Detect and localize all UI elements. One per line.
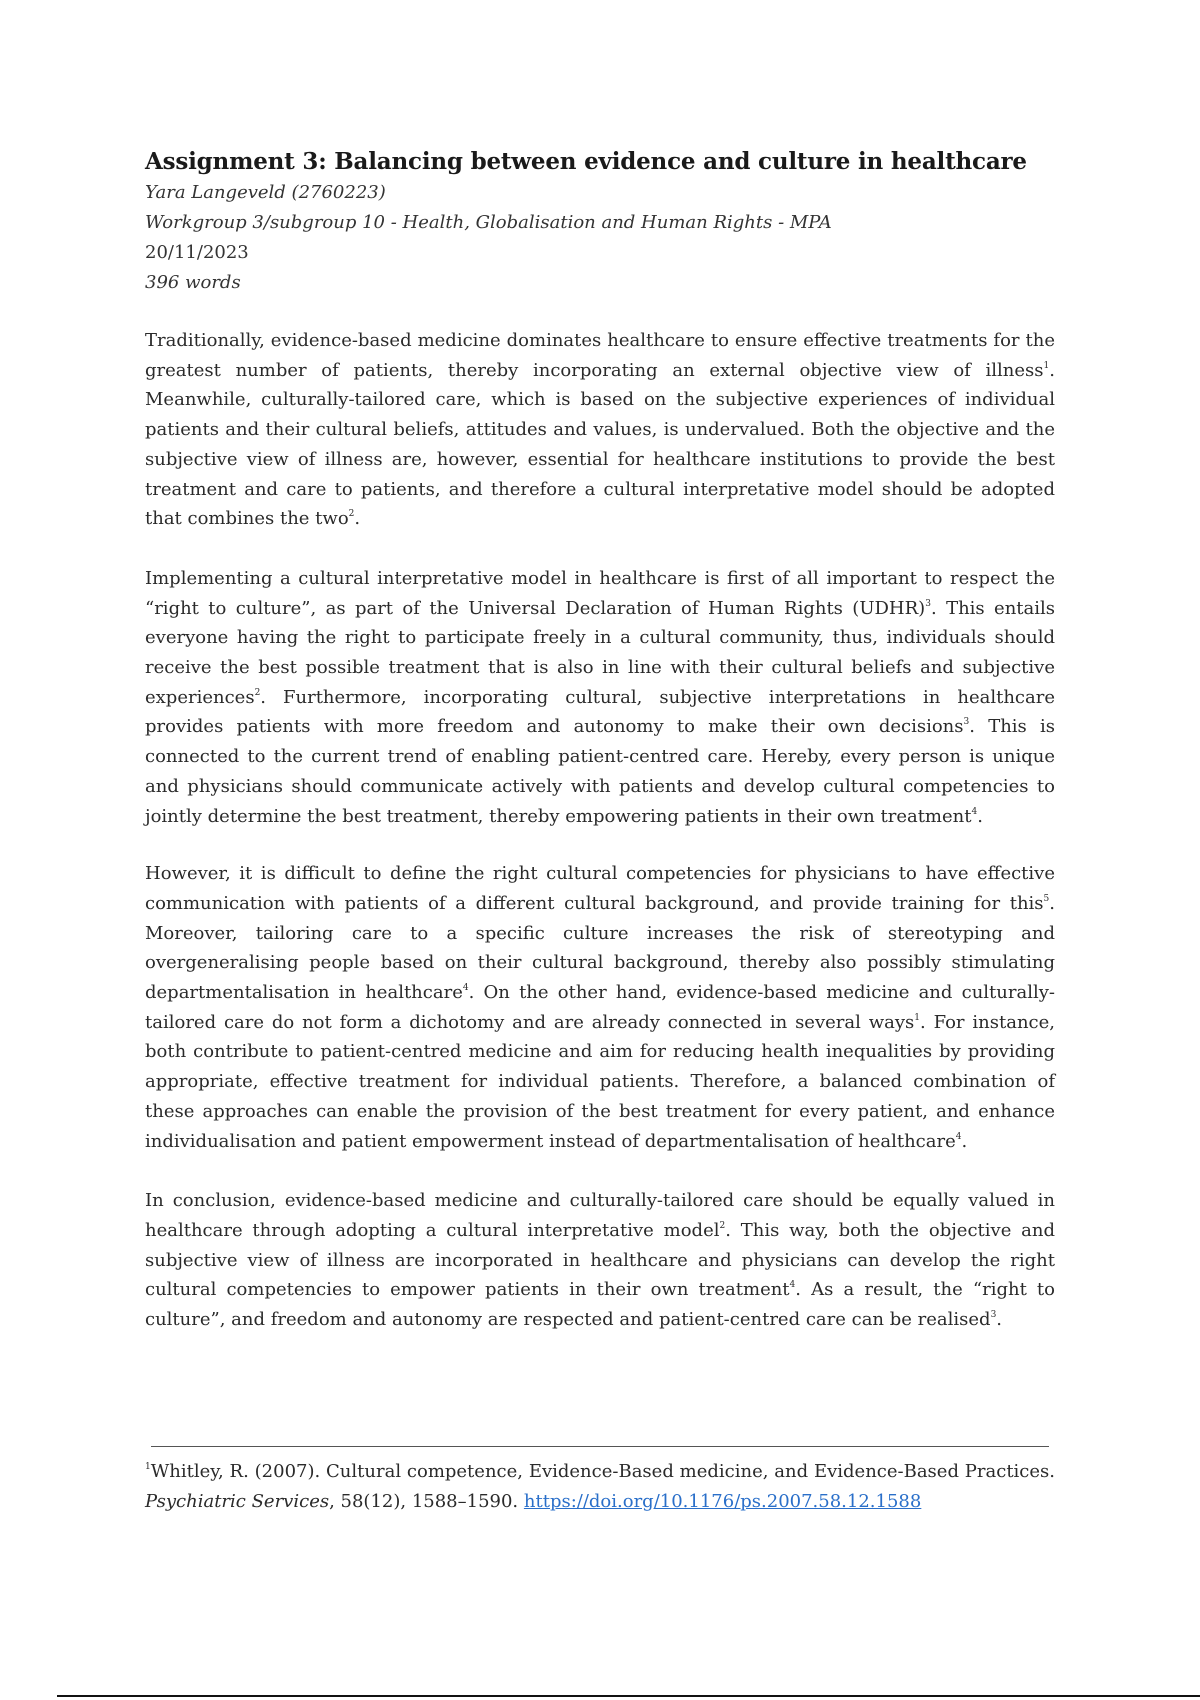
word-count-line: 396 words [145,272,241,293]
date-line: 20/11/2023 [145,242,249,263]
footnote [145,1457,1055,1517]
footnote-ref: 4 [789,1280,796,1291]
footnote-marker: 1 [145,1462,151,1472]
footnote-ref: 1 [1043,360,1050,371]
footnote-ref: 3 [963,717,970,728]
footnote-details: , 58(12), 1588–1590. [329,1491,524,1512]
paragraph-conclusion: In conclusion, evidence-based medicine and culturally-tailored care should be equally valued in healthcare through adopting a cultural interpretative model$^2$. This way, both the objective and subjective view of illness are incorporated in healthcare and physicians can develop the right cultural competencies to empower patients in their own treatment$^4$. As a result, the “right to culture”, and freedom and autonomy are respected and patient-centred care can be realised$^3$. [145,1190,1056,1331]
page-bottom-border [57,1695,1200,1697]
footnote-ref: 4 [462,983,469,994]
footnote-ref: 5 [1043,893,1050,904]
footnote-text: Whitley, R. (2007). Cultural competence, Evidence-Based medicine, and Evidence-Based Practices. [150,1461,1055,1482]
doi-link[interactable]: https://doi.org/10.1176/ps.2007.58.12.1588 [523,1491,922,1512]
footnote-ref: 2 [348,509,355,520]
document-meta [145,178,1055,298]
footnote-ref: 4 [955,1131,962,1142]
footnote-ref: 2 [254,687,261,698]
footnote-ref: 3 [990,1310,997,1321]
paragraph-argument: Implementing a cultural interpretative model in healthcare is first of all important to respect the “right to culture”, as part of the Universal Declaration of Human Rights (UDHR)$^3$. This entails everyone having the right to participate freely in a cultural community, thus, individuals should receive the best possible treatment that is also in line with their cultural beliefs and subjective experiences$^2$. Furthermore, incorporating cultural, subjective interpretations in healthcare provides patients with more freedom and autonomy to make their own decisions$^3$. This is connected to the current trend of enabling patient-centred care. Hereby, every person is unique and physicians should communicate actively with patients and develop cultural competencies to jointly determine the best treatment, thereby empowering patients in their own treatment$^4$. [145,567,1056,827]
document-body [145,326,1055,1335]
author-line: Yara Langeveld (2760223) [145,182,386,203]
document-page [145,146,1055,1335]
paragraph-introduction: Traditionally, evidence-based medicine dominates healthcare to ensure effective treatments for the greatest number of patients, thereby incorporating an external objective view of illness$^1$. Meanwhile, culturally-tailored care, which is based on the subjective experiences of individual patients and their cultural beliefs, attitudes and values, is undervalued. Both the objective and the subjective view of illness are, however, essential for healthcare institutions to provide the best treatment and care to patients, and therefore a cultural interpretative model should be adopted that combines the two$^2$. [145,330,1055,530]
document-title: Assignment 3: Balancing between evidence and culture in healthcare [145,148,1027,175]
workgroup-line: Workgroup 3/subgroup 10 - Health, Globalisation and Human Rights - MPA [145,212,832,233]
footnote-ref: 2 [719,1220,726,1231]
footnote-ref: 4 [971,806,978,817]
footnote-ref: 1 [914,1012,921,1023]
footnote-ref: 3 [925,598,931,609]
paragraph-counterargument: However, it is difficult to define the right cultural competencies for physicians to have effective communication with patients of a different cultural background, and provide training for this$^5$. Moreover, tailoring care to a specific culture increases the risk of stereotyping and overgeneralising people based on their cultural background, thereby also possibly stimulating departmentalisation in healthcare$^4$. On the other hand, evidence-based medicine and culturally-tailored care do not form a dichotomy and are already connected in several ways$^1$. For instance, both contribute to patient-centred medicine and aim for reducing health inequalities by providing appropriate, effective treatment for individual patients. Therefore, a balanced combination of these approaches can enable the provision of the best treatment for every patient, and enhance individualisation and patient empowerment instead of departmentalisation of healthcare$^4$. [145,863,1055,1152]
footnote-separator [151,1446,1049,1447]
footnote-journal: Psychiatric Services [145,1491,330,1512]
